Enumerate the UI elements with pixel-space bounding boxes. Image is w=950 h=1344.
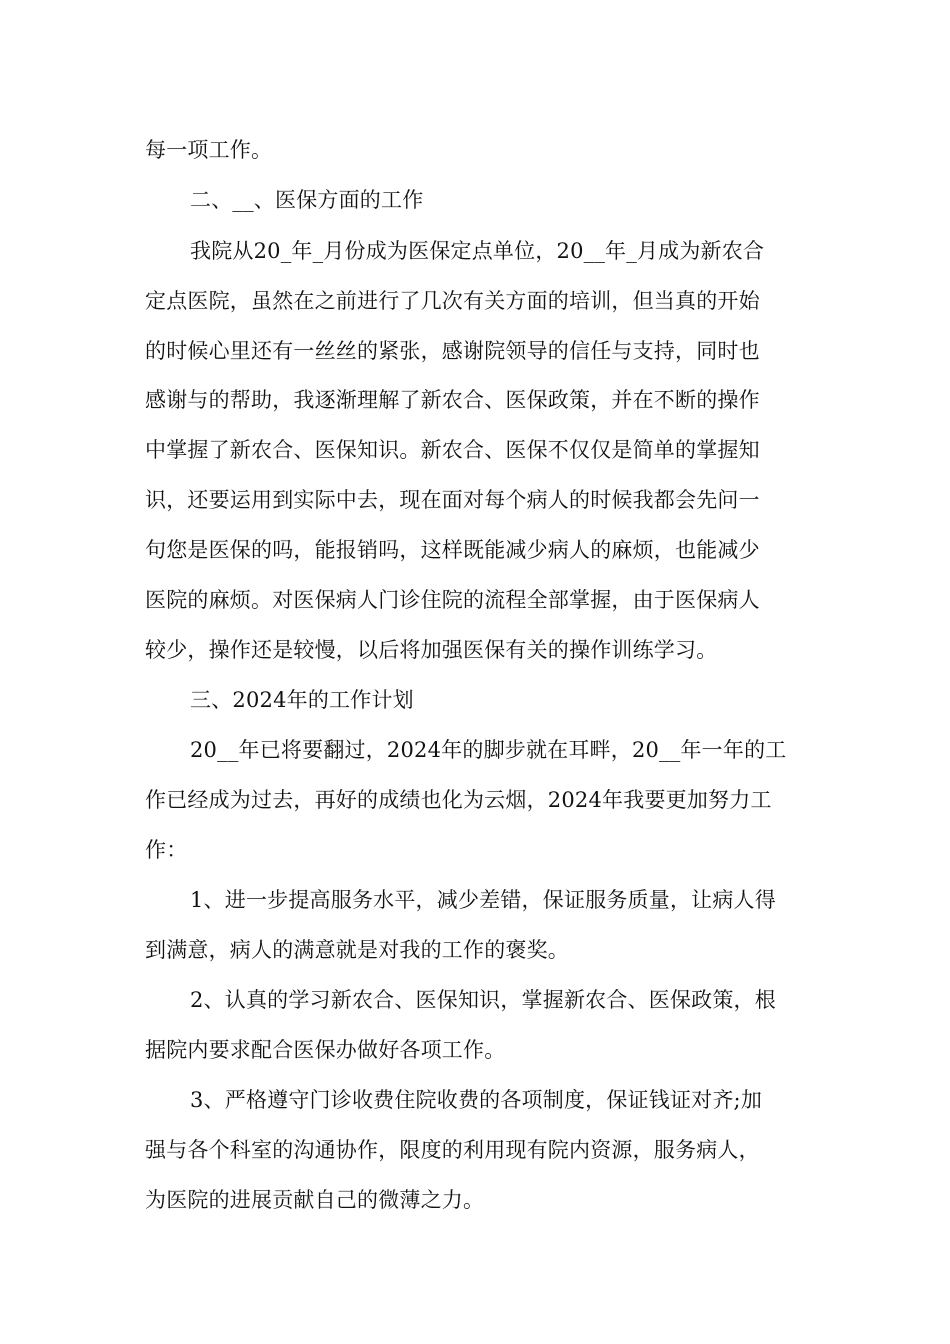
paragraph-line: 20__年已将要翻过，2024年的脚步就在耳畔，20__年一年的工 [190,738,787,762]
paragraph-line: 每一项工作。 [145,138,273,162]
list-item-line: 2、认真的学习新农合、医保知识，掌握新农合、医保政策，根 [190,988,776,1012]
list-item-line: 据院内要求配合医保办做好各项工作。 [145,1038,506,1062]
paragraph-line: 中掌握了新农合、医保知识。新农合、医保不仅仅是简单的掌握知 [145,438,760,462]
paragraph-line: 较少，操作还是较慢，以后将加强医保有关的操作训练学习。 [145,638,718,662]
paragraph-line: 句您是医保的吗，能报销吗，这样既能减少病人的麻烦，也能减少 [145,538,760,562]
list-item-line: 到满意，病人的满意就是对我的工作的褒奖。 [145,938,569,962]
list-item-line: 3、严格遵守门诊收费住院收费的各项制度，保证钱证对齐;加 [190,1088,763,1112]
paragraph-line: 医院的麻烦。对医保病人门诊住院的流程全部掌握，由于医保病人 [145,588,760,612]
list-item-line: 为医院的进展贡献自己的微薄之力。 [145,1188,485,1212]
section-heading: 二、__、医保方面的工作 [190,188,424,212]
paragraph-line: 作： [145,838,188,862]
section-heading: 三、2024年的工作计划 [190,688,414,712]
list-item-line: 强与各个科室的沟通协作，限度的利用现有院内资源，服务病人， [145,1138,760,1162]
paragraph-line: 我院从20_年_月份成为医保定点单位，20__年_月成为新农合 [190,239,765,263]
list-item-line: 1、进一步提高服务水平，减少差错，保证服务质量，让病人得 [190,888,776,912]
paragraph-line: 感谢与的帮助，我逐渐理解了新农合、医保政策，并在不断的操作 [145,388,760,412]
paragraph-line: 的时候心里还有一丝丝的紧张，感谢院领导的信任与支持，同时也 [145,339,760,363]
paragraph-line: 作已经成为过去，再好的成绩也化为云烟，2024年我要更加努力工 [145,788,772,812]
paragraph-line: 识，还要运用到实际中去，现在面对每个病人的时候我都会先问一 [145,488,760,512]
paragraph-line: 定点医院，虽然在之前进行了几次有关方面的培训，但当真的开始 [145,289,760,313]
